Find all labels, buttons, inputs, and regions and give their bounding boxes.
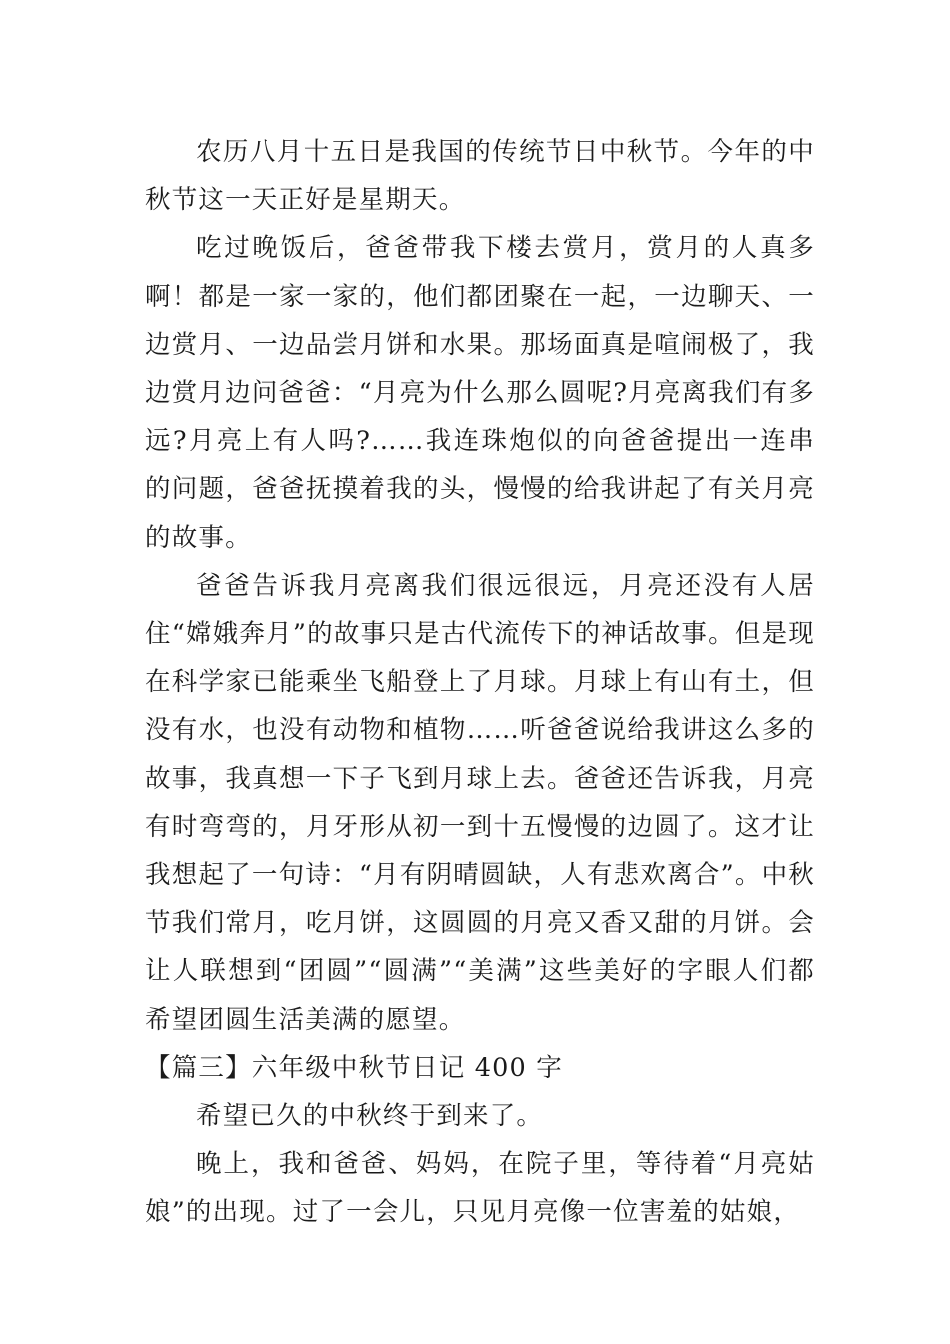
- paragraph-3: 爸爸告诉我月亮离我们很远很远，月亮还没有人居住“嫦娥奔月”的故事只是古代流传下的神话故事。但是现在科学家已能乘坐飞船登上了月球。月球上有山有土，但没有水，也没有动物和植物……听爸爸说给我讲这么多的故事，我真想一下子飞到月球上去。爸爸还告诉我，月亮有时弯弯的，月牙形从初一到十五慢慢的边圆了。这才让我想起了一句诗：“月有阴晴圆缺，人有悲欢离合”。中秋节我们常月，吃月饼，这圆圆的月亮又香又甜的月饼。会让人联想到“团圆”“圆满”“美满”这些美好的字眼人们都希望团圆生活美满的愿望。: [145, 570, 815, 1035]
- section-heading: 【篇三】六年级中秋节日记 400 字: [145, 1052, 563, 1083]
- section-paragraph-1: 希望已久的中秋终于到来了。: [196, 1101, 544, 1132]
- paragraph-1: 农历八月十五日是我国的传统节日中秋节。今年的中秋节这一天正好是星期天。: [145, 137, 815, 216]
- section-paragraph-2: 晚上，我和爸爸、妈妈，在院子里，等待着“月亮姑娘”的出现。过了一会儿，只见月亮像一位害羞的姑娘，: [145, 1149, 815, 1228]
- paragraph-2: 吃过晚饭后，爸爸带我下楼去赏月，赏月的人真多啊！都是一家一家的，他们都团聚在一起，一边聊天、一边赏月、一边品尝月饼和水果。那场面真是喧闹极了，我边赏月边问爸爸：“月亮为什么那么圆呢?月亮离我们有多远?月亮上有人吗?……我连珠炮似的向爸爸提出一连串的问题，爸爸抚摸着我的头，慢慢的给我讲起了有关月亮的故事。: [145, 233, 815, 553]
- document-body: [145, 128, 815, 1237]
